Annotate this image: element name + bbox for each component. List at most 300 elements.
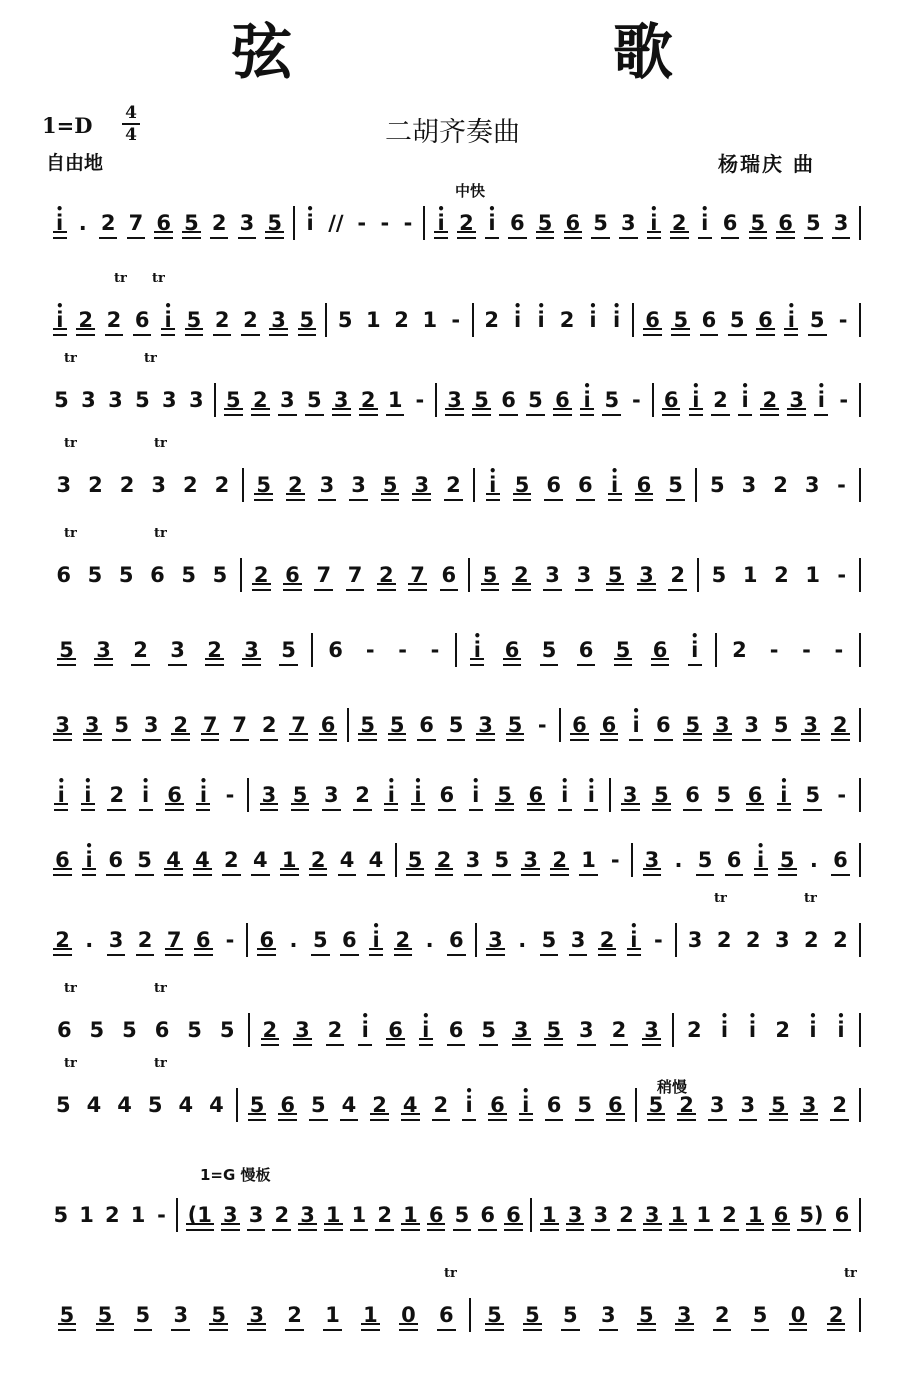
note: 4 bbox=[368, 848, 384, 872]
measure bbox=[238, 1088, 637, 1122]
score-row bbox=[0, 1266, 905, 1342]
note: 3 bbox=[804, 473, 820, 497]
note: 3 bbox=[447, 388, 462, 412]
note: 2 bbox=[436, 848, 452, 872]
note: 2 bbox=[611, 1018, 627, 1042]
note: • i bbox=[360, 1018, 370, 1042]
note: 2 bbox=[679, 1093, 694, 1117]
note: 4 bbox=[117, 1093, 132, 1117]
measure bbox=[611, 778, 861, 812]
note: . bbox=[85, 928, 94, 952]
note: 6 bbox=[449, 928, 464, 952]
trill-mark: tr bbox=[64, 351, 77, 366]
note: 3 bbox=[189, 388, 204, 412]
note: 3 bbox=[803, 713, 819, 737]
trill-mark: tr bbox=[144, 351, 157, 366]
note: 3 bbox=[622, 783, 638, 807]
note: 5 bbox=[487, 1303, 502, 1327]
note: 5 bbox=[729, 308, 745, 332]
note: . bbox=[518, 928, 527, 952]
note: • i bbox=[816, 388, 826, 412]
note: 5 bbox=[494, 848, 510, 872]
measure bbox=[654, 383, 861, 417]
note: 1 bbox=[363, 1303, 378, 1327]
note: 4 bbox=[402, 1093, 418, 1117]
note: - bbox=[380, 211, 390, 235]
note: 2 bbox=[253, 388, 268, 412]
note: 5 bbox=[507, 713, 523, 737]
note: 2 bbox=[394, 308, 409, 332]
note: . bbox=[674, 848, 683, 872]
note: 5 bbox=[593, 211, 608, 235]
note: 6 bbox=[546, 1093, 562, 1117]
note: 2 bbox=[327, 1018, 343, 1042]
note: 3 bbox=[644, 848, 660, 872]
note: 5 bbox=[59, 638, 74, 662]
note: 6 bbox=[528, 783, 544, 807]
note: 3 bbox=[239, 211, 255, 235]
note: 2 bbox=[775, 1018, 791, 1042]
note: 2 bbox=[183, 473, 198, 497]
note: 5 bbox=[809, 308, 825, 332]
note: 5 bbox=[752, 1303, 768, 1327]
note: 5 bbox=[773, 713, 789, 737]
note: 2 bbox=[287, 1303, 302, 1327]
note: 5 bbox=[292, 783, 308, 807]
note: 2 bbox=[832, 713, 848, 737]
note: 5 bbox=[805, 783, 821, 807]
measure bbox=[44, 708, 349, 742]
measure bbox=[250, 1013, 674, 1047]
note: 2 bbox=[433, 1093, 449, 1117]
measure bbox=[44, 468, 244, 502]
note: • i bbox=[582, 388, 592, 412]
note: - bbox=[357, 211, 367, 235]
note: - bbox=[365, 638, 375, 662]
key-signature: 1=D bbox=[42, 113, 93, 138]
note: 1 bbox=[742, 563, 758, 587]
note: • i bbox=[588, 308, 598, 332]
measure-group bbox=[44, 923, 861, 957]
note: 2 bbox=[395, 928, 411, 952]
note: 5 bbox=[212, 563, 228, 587]
note: • i bbox=[521, 1093, 531, 1117]
score-row bbox=[0, 615, 905, 677]
note: 4 bbox=[166, 848, 181, 872]
note: 3 bbox=[319, 473, 335, 497]
measure bbox=[674, 1013, 861, 1047]
note: • i bbox=[386, 783, 396, 807]
measure bbox=[561, 708, 861, 742]
note: - bbox=[838, 308, 848, 332]
note: 5 bbox=[525, 1303, 540, 1327]
note: 6 bbox=[504, 638, 520, 662]
note: 3 bbox=[151, 473, 166, 497]
measure-group bbox=[44, 303, 861, 337]
note: 5 bbox=[771, 1093, 786, 1117]
note: • i bbox=[513, 308, 523, 332]
note: • i bbox=[786, 308, 796, 332]
note: 1 bbox=[670, 1203, 686, 1227]
measure bbox=[397, 843, 634, 877]
note: 3 bbox=[644, 1018, 659, 1042]
note: • i bbox=[631, 713, 641, 737]
note: 6 bbox=[655, 713, 671, 737]
note: 3 bbox=[279, 388, 295, 412]
note: 3 bbox=[248, 1203, 264, 1227]
note: 2 bbox=[88, 473, 103, 497]
score-row bbox=[0, 351, 905, 427]
note: 5 bbox=[615, 638, 631, 662]
note: 5 bbox=[219, 1018, 235, 1042]
note: . bbox=[809, 848, 818, 872]
note: 5 bbox=[56, 1093, 71, 1117]
note: • i bbox=[586, 783, 596, 807]
note: • i bbox=[610, 473, 620, 497]
trill-mark: tr bbox=[114, 271, 127, 286]
note: 5 bbox=[211, 1303, 227, 1327]
note: • i bbox=[691, 388, 701, 412]
note: 6 bbox=[726, 848, 742, 872]
measure bbox=[44, 1298, 471, 1332]
time-numerator: 4 bbox=[125, 103, 137, 123]
measure-group bbox=[44, 1088, 861, 1122]
measure-group bbox=[44, 1198, 861, 1232]
note: • i bbox=[198, 783, 208, 807]
note: • i bbox=[720, 1018, 730, 1042]
note: - bbox=[837, 563, 847, 587]
note: 3 bbox=[96, 638, 111, 662]
note: • i bbox=[747, 1018, 757, 1042]
note: 2 bbox=[287, 473, 303, 497]
note: 6 bbox=[108, 848, 123, 872]
note: 2 bbox=[173, 713, 188, 737]
note: 1 bbox=[325, 1303, 340, 1327]
note: 1 bbox=[422, 308, 438, 332]
note: • i bbox=[690, 638, 700, 662]
note: 4 bbox=[178, 1093, 194, 1117]
measure bbox=[244, 468, 475, 502]
note: 5 bbox=[514, 473, 530, 497]
note: 1 bbox=[387, 388, 403, 412]
note: 2 bbox=[372, 1093, 387, 1117]
note: 5 bbox=[806, 211, 821, 235]
note: - bbox=[157, 1203, 166, 1227]
score-row bbox=[0, 1180, 905, 1242]
note: • i bbox=[83, 783, 93, 807]
note: • i bbox=[779, 783, 789, 807]
note: 6 bbox=[652, 638, 668, 662]
note: 6 bbox=[419, 713, 434, 737]
note: 3 bbox=[709, 1093, 725, 1117]
note: 4 bbox=[209, 1093, 224, 1117]
measure-group bbox=[44, 1013, 861, 1047]
measure bbox=[699, 558, 861, 592]
note: 2 bbox=[109, 783, 125, 807]
measure bbox=[44, 206, 295, 240]
note: 3 bbox=[676, 1303, 692, 1327]
note: 2 bbox=[762, 388, 778, 412]
note: 5 bbox=[311, 1093, 326, 1117]
note: 5) bbox=[799, 1203, 824, 1227]
note: 5 bbox=[267, 211, 282, 235]
note: 0 bbox=[790, 1303, 806, 1327]
measure bbox=[474, 303, 635, 337]
note: 6 bbox=[501, 388, 516, 412]
note: 5 bbox=[389, 713, 405, 737]
note: - bbox=[802, 638, 811, 662]
time-denominator: 4 bbox=[125, 125, 137, 145]
note: 4 bbox=[341, 1093, 357, 1117]
note: 5 bbox=[186, 308, 202, 332]
note: • i bbox=[740, 388, 750, 412]
note: 3 bbox=[56, 473, 72, 497]
note: • i bbox=[649, 211, 659, 235]
note: 3 bbox=[244, 638, 259, 662]
measure bbox=[471, 1298, 861, 1332]
note: 5 bbox=[137, 848, 152, 872]
note: • i bbox=[836, 1018, 846, 1042]
measure-group bbox=[44, 206, 861, 240]
note: - bbox=[430, 638, 440, 662]
trill-mark: tr bbox=[64, 436, 77, 451]
note: 2 bbox=[670, 563, 685, 587]
note: 2 bbox=[105, 1203, 120, 1227]
measure bbox=[697, 468, 861, 502]
note: 2 bbox=[686, 1018, 702, 1042]
measure bbox=[249, 778, 610, 812]
measure bbox=[178, 1198, 532, 1232]
trill-mark: tr bbox=[64, 981, 77, 996]
note: 6 bbox=[150, 563, 165, 587]
note: • i bbox=[305, 211, 315, 235]
note: 6 bbox=[195, 928, 211, 952]
note: • i bbox=[371, 928, 381, 952]
trill-mark: tr bbox=[152, 271, 165, 286]
note: 6 bbox=[758, 308, 773, 332]
note: • i bbox=[56, 783, 66, 807]
note: 5 bbox=[249, 1093, 265, 1117]
note: 5 bbox=[299, 308, 315, 332]
note: 3 bbox=[295, 1018, 310, 1042]
trill-mark: tr bbox=[444, 1266, 457, 1281]
note: 3 bbox=[600, 1303, 616, 1327]
note: 5 bbox=[528, 388, 543, 412]
note: 5 bbox=[54, 388, 69, 412]
trill-mark: tr bbox=[154, 526, 167, 541]
note: 5 bbox=[306, 388, 322, 412]
note: . bbox=[425, 928, 434, 952]
note: 6 bbox=[55, 848, 70, 872]
note: • i bbox=[141, 783, 151, 807]
note: • i bbox=[163, 308, 173, 332]
measure-group bbox=[44, 1298, 861, 1332]
note: 3 bbox=[545, 563, 560, 587]
note: 6 bbox=[439, 1303, 454, 1327]
note: • i bbox=[536, 308, 546, 332]
note: 6 bbox=[56, 1018, 72, 1042]
trill-mark: tr bbox=[844, 1266, 857, 1281]
note: 5 bbox=[184, 211, 199, 235]
note: 1 bbox=[747, 1203, 763, 1227]
note: - bbox=[837, 783, 847, 807]
note: • i bbox=[487, 211, 497, 235]
note: • i bbox=[84, 848, 94, 872]
note: 2 bbox=[243, 308, 258, 332]
note: 2 bbox=[832, 1093, 847, 1117]
measure bbox=[477, 923, 677, 957]
note: 6 bbox=[134, 308, 150, 332]
note: . bbox=[78, 211, 87, 235]
note: 5 bbox=[454, 1203, 470, 1227]
note: 2 bbox=[459, 211, 474, 235]
note: 2 bbox=[207, 638, 222, 662]
note: 0 bbox=[401, 1303, 416, 1327]
measure-group bbox=[44, 708, 861, 742]
note: • i bbox=[472, 638, 482, 662]
note: 5 bbox=[711, 563, 727, 587]
measure bbox=[634, 303, 861, 337]
score-row bbox=[0, 690, 905, 752]
note: 6 bbox=[510, 211, 525, 235]
note: ∕∕ bbox=[328, 211, 344, 235]
note: 5 bbox=[135, 388, 150, 412]
note: 5 bbox=[226, 388, 241, 412]
note: 5 bbox=[685, 713, 701, 737]
note: 2 bbox=[671, 211, 687, 235]
note: • i bbox=[700, 211, 710, 235]
note: 3 bbox=[570, 928, 586, 952]
measure bbox=[44, 1013, 250, 1047]
note: 5 bbox=[541, 928, 557, 952]
note: 5 bbox=[337, 308, 353, 332]
note: 1 bbox=[403, 1203, 418, 1227]
note: 4 bbox=[252, 848, 268, 872]
measure bbox=[425, 206, 861, 240]
measure bbox=[44, 1088, 238, 1122]
note: - bbox=[225, 928, 235, 952]
note: • i bbox=[471, 783, 481, 807]
measure bbox=[457, 633, 717, 667]
note: 5 bbox=[382, 473, 398, 497]
note: 6 bbox=[701, 308, 717, 332]
note: 1 bbox=[281, 848, 297, 872]
note: • i bbox=[464, 1093, 474, 1117]
tempo-shaoman: 稍慢 bbox=[657, 1078, 688, 1096]
score-row bbox=[0, 981, 905, 1057]
note: 3 bbox=[55, 713, 71, 737]
measure-group bbox=[44, 633, 861, 667]
note: 5 bbox=[638, 1303, 654, 1327]
note: • i bbox=[436, 211, 446, 235]
note: 5 bbox=[135, 1303, 151, 1327]
note: 5 bbox=[604, 388, 620, 412]
note: 7 bbox=[202, 713, 218, 737]
note: 5 bbox=[118, 563, 134, 587]
measure bbox=[633, 843, 861, 877]
note: 2 bbox=[446, 473, 461, 497]
measure bbox=[717, 633, 861, 667]
note: 5 bbox=[654, 783, 669, 807]
note: 5 bbox=[53, 1203, 69, 1227]
trill-mark: tr bbox=[64, 1056, 77, 1071]
note: 6 bbox=[56, 563, 71, 587]
note: 2 bbox=[552, 848, 567, 872]
note: 2 bbox=[732, 638, 747, 662]
measure bbox=[313, 633, 457, 667]
note: . bbox=[289, 928, 298, 952]
measure bbox=[470, 558, 699, 592]
note: 5 bbox=[187, 1018, 202, 1042]
note: 2 bbox=[484, 308, 499, 332]
note: 2 bbox=[211, 211, 227, 235]
score-row bbox=[0, 825, 905, 887]
note: 2 bbox=[833, 928, 848, 952]
composer-credit: 杨瑞庆 曲 bbox=[718, 152, 815, 176]
measure bbox=[242, 558, 471, 592]
note: 7 bbox=[166, 928, 182, 952]
note: - bbox=[225, 783, 235, 807]
note: 5 bbox=[709, 473, 725, 497]
note: 6 bbox=[154, 1018, 170, 1042]
note: 7 bbox=[128, 211, 144, 235]
note: 1 bbox=[581, 848, 596, 872]
note: 5 bbox=[147, 1093, 163, 1117]
note: 6 bbox=[546, 473, 561, 497]
measure bbox=[248, 923, 477, 957]
note: 4 bbox=[339, 848, 355, 872]
note: 6 bbox=[645, 308, 660, 332]
measure-group bbox=[44, 383, 861, 417]
note: - bbox=[839, 388, 849, 412]
note: 6 bbox=[388, 1018, 403, 1042]
note: 2 bbox=[78, 308, 94, 332]
note: 3 bbox=[351, 473, 366, 497]
note: 3 bbox=[576, 563, 592, 587]
note: 5 bbox=[697, 848, 713, 872]
note: 1 bbox=[696, 1203, 711, 1227]
note: - bbox=[837, 473, 846, 497]
note: - bbox=[537, 713, 547, 737]
note: 3 bbox=[523, 848, 539, 872]
note: 6 bbox=[448, 1018, 464, 1042]
trill-mark: tr bbox=[154, 981, 167, 996]
measure bbox=[532, 1198, 861, 1232]
note: 3 bbox=[488, 928, 503, 952]
note: 4 bbox=[86, 1093, 102, 1117]
note: 2 bbox=[599, 928, 615, 952]
note: 6 bbox=[773, 1203, 789, 1227]
note: 6 bbox=[833, 848, 848, 872]
note: • i bbox=[488, 473, 498, 497]
note: 3 bbox=[740, 1093, 756, 1117]
measure bbox=[295, 206, 426, 240]
note: 2 bbox=[214, 308, 230, 332]
note: 3 bbox=[621, 211, 636, 235]
note: 3 bbox=[414, 473, 430, 497]
note: • i bbox=[808, 1018, 818, 1042]
note: 5 bbox=[648, 1093, 664, 1117]
note: 6 bbox=[565, 211, 581, 235]
score-row bbox=[0, 891, 905, 967]
note: 5 bbox=[668, 473, 683, 497]
note: 7 bbox=[232, 713, 247, 737]
score-row bbox=[0, 271, 905, 347]
measure-group bbox=[44, 468, 861, 502]
note: 6 bbox=[663, 388, 679, 412]
note: 2 bbox=[55, 928, 70, 952]
note: 6 bbox=[320, 713, 336, 737]
